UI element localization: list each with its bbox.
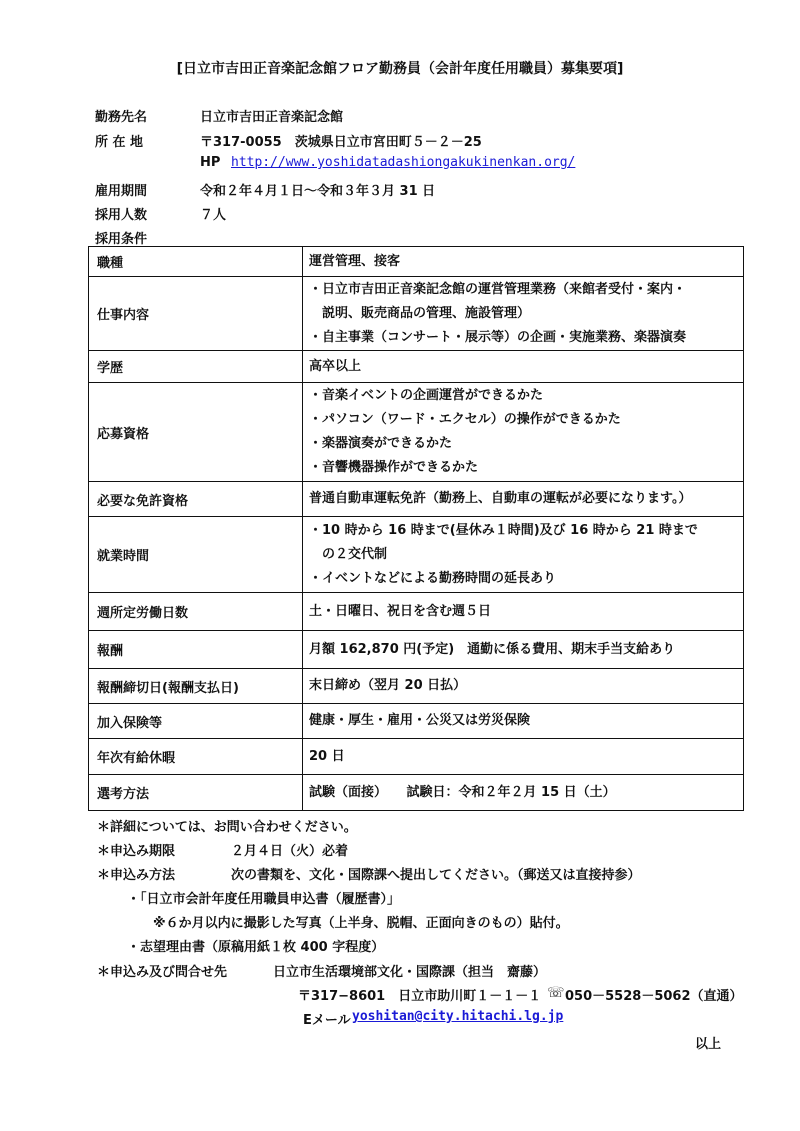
row-value bbox=[303, 247, 744, 277]
count-value: ７人 bbox=[200, 208, 227, 223]
row-value bbox=[303, 482, 744, 517]
row-value bbox=[303, 739, 744, 775]
value-line: ・日立市吉田正音楽記念館の運営管理業務（来館者受付・案内・ bbox=[309, 281, 687, 297]
row-key: 就業時間 bbox=[89, 517, 303, 593]
row-key: 学歴 bbox=[89, 351, 303, 383]
email-link[interactable]: yoshitan@city.hitachi.lg.jp bbox=[352, 1009, 564, 1024]
value-line: 説明、販売商品の管理、施設管理） bbox=[309, 305, 531, 321]
row-key: 加入保険等 bbox=[89, 704, 303, 739]
required-doc-application: ・「日立市会計年度任用職員申込書（履歴書）」 bbox=[127, 892, 401, 907]
period-value: 令和２年４月１日～令和３年３月 31 日 bbox=[200, 184, 436, 199]
row-value bbox=[303, 383, 744, 482]
table-row bbox=[89, 247, 744, 277]
value-line: 健康・厚生・雇用・公災又は労災保険 bbox=[309, 713, 531, 728]
table-row bbox=[89, 631, 744, 669]
contact-phone: 050－5528－5062（直通） bbox=[565, 989, 743, 1004]
row-value bbox=[303, 704, 744, 739]
row-key: 応募資格 bbox=[89, 383, 303, 482]
table-row bbox=[89, 669, 744, 704]
value-line: ・楽器演奏ができるかた bbox=[309, 436, 453, 451]
value-line: ・音楽イベントの企画運営ができるかた bbox=[309, 388, 544, 403]
email-label: Eメール bbox=[303, 1013, 351, 1028]
method-label: ＊申込み方法 bbox=[97, 868, 176, 883]
deadline-value: ２月４日（火）必着 bbox=[231, 844, 349, 859]
row-value bbox=[303, 593, 744, 631]
contact-value: 日立市生活環境部文化・国際課（担当 齋藤） bbox=[273, 965, 547, 980]
row-value bbox=[303, 775, 744, 811]
workplace-label: 勤務先名 bbox=[95, 110, 148, 125]
row-value bbox=[303, 669, 744, 704]
row-key: 職種 bbox=[89, 247, 303, 277]
count-label: 採用人数 bbox=[95, 208, 148, 223]
hp-label: HP bbox=[200, 155, 221, 170]
deadline-label: ＊申込み期限 bbox=[97, 844, 176, 859]
table-row bbox=[89, 517, 744, 593]
row-key: 年次有給休暇 bbox=[89, 739, 303, 775]
table-row bbox=[89, 351, 744, 383]
contact-address: 〒317−8601 日立市助川町１－１－１ bbox=[298, 989, 542, 1004]
value-line: 月額 162,870 円(予定) 通勤に係る費用、期末手当支給あり bbox=[309, 641, 676, 657]
contact-label: ＊申込み及び問合せ先 bbox=[97, 965, 228, 980]
period-label: 雇用期間 bbox=[95, 184, 148, 199]
row-key: 報酬 bbox=[89, 631, 303, 669]
end-mark: 以上 bbox=[695, 1037, 722, 1052]
value-line: 普通自動車運転免許（勤務上、自動車の運転が必要になります。） bbox=[309, 491, 692, 506]
table-row bbox=[89, 739, 744, 775]
row-key: 選考方法 bbox=[89, 775, 303, 811]
value-line: の２交代制 bbox=[309, 546, 388, 562]
value-line: 高卒以上 bbox=[309, 358, 362, 374]
value-line: 試験（面接） 試験日：令和２年２月 15 日（土） bbox=[309, 784, 616, 800]
row-value bbox=[303, 277, 744, 351]
row-key: 仕事内容 bbox=[89, 277, 303, 351]
table-row bbox=[89, 383, 744, 482]
phone-icon: ☏ bbox=[547, 985, 565, 1001]
row-value bbox=[303, 351, 744, 383]
details-note: ＊詳細については、お問い合わせください。 bbox=[97, 820, 357, 835]
photo-note: ※６か月以内に撮影した写真（上半身、脱帽、正面向きのもの）貼付。 bbox=[153, 916, 569, 931]
value-line: ・音響機器操作ができるかた bbox=[309, 460, 479, 475]
page-title: [日立市吉田正音楽記念館フロア勤務員（会計年度任用職員）募集要項] bbox=[176, 61, 624, 77]
row-value bbox=[303, 631, 744, 669]
value-line: 運営管理、接客 bbox=[309, 253, 401, 269]
hp-link[interactable]: http://www.yoshidatadashiongakukinenkan.org/ bbox=[231, 155, 576, 170]
value-line: 末日締め（翌月 20 日払） bbox=[309, 678, 467, 693]
method-value: 次の書類を、文化・国際課へ提出してください。（郵送又は直接持参） bbox=[231, 868, 641, 883]
value-line: ・イベントなどによる勤務時間の延長あり bbox=[309, 570, 557, 586]
row-key: 報酬締切日(報酬支払日) bbox=[89, 669, 303, 704]
value-line: ・パソコン（ワード・エクセル）の操作ができるかた bbox=[309, 412, 621, 427]
value-line: 土・日曜日、祝日を含む週５日 bbox=[309, 603, 492, 619]
required-doc-motivation: ・志望理由書（原稿用紙１枚 400 字程度） bbox=[127, 940, 385, 955]
value-line: 20 日 bbox=[309, 748, 345, 764]
address-value: 〒317-0055 茨城県日立市宮田町５－２－25 bbox=[200, 135, 482, 150]
conditions-table bbox=[88, 246, 744, 811]
table-row bbox=[89, 704, 744, 739]
conditions-label: 採用条件 bbox=[95, 232, 148, 247]
row-key: 必要な免許資格 bbox=[89, 482, 303, 517]
value-line: ・10 時から 16 時まで(昼休み１時間)及び 16 時から 21 時まで bbox=[309, 522, 698, 538]
table-row bbox=[89, 775, 744, 811]
table-row bbox=[89, 277, 744, 351]
table-row bbox=[89, 482, 744, 517]
value-line: ・自主事業（コンサート・展示等）の企画・実施業務、楽器演奏 bbox=[309, 329, 687, 345]
workplace-value: 日立市吉田正音楽記念館 bbox=[200, 110, 344, 125]
row-value bbox=[303, 517, 744, 593]
table-row bbox=[89, 593, 744, 631]
address-label: 所 在 地 bbox=[95, 135, 144, 150]
row-key: 週所定労働日数 bbox=[89, 593, 303, 631]
